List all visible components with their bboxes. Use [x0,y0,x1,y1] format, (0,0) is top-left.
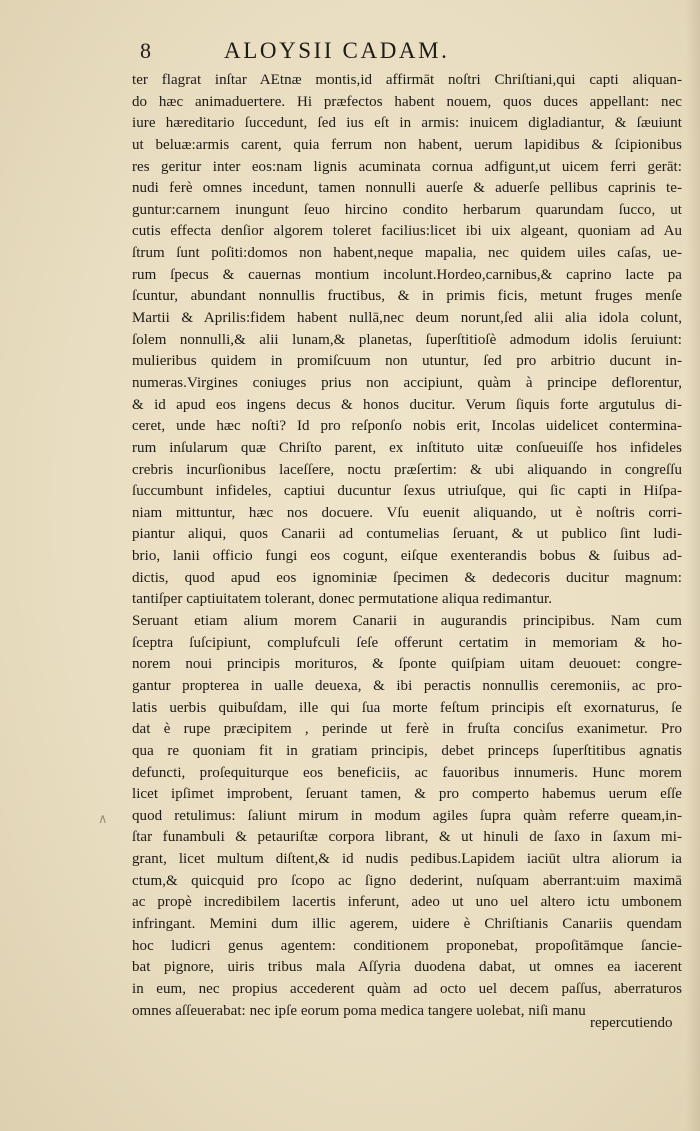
text-line: rum ſpecus & cauernas montium incolunt.Hordeo,carnibus,& caprino lacte pa [132,266,682,283]
text-line: & id apud eos ingens decus & honos ducitur. Verum ſiquis forte argutulus di- [132,396,682,413]
text-line: niam mittuntur, hæc nos docuere. Vſu euenit aliquando, ut è noſtris corri- [132,504,682,521]
text-line: brio, lanii officio fungi eos cogunt, eiſque exenterandis bobus & ſuibus ad- [132,548,682,565]
text-line: defuncti, proſequiturque eos beneficiis, ac fauoribus innumeris. Hunc morem [132,764,682,781]
text-line: nudi ferè omnes incedunt, tamen nonnulli auerſe & aduerſe pellibus caprinis te- [132,180,682,197]
body-text [132,70,682,1022]
text-line: hoc ludicri genus agentem: conditionem proponebat, propoſitāmque ſancie- [132,937,682,954]
text-line: ſceptra ſuſcipiunt, complufculi ſeſe offerunt certatim in memoriam & ho- [132,634,682,651]
text-line: ut beluæ:armis carent, quia ferrum non habent, uerum lapidibus & ſcipionibus [132,136,682,153]
text-line: ſtrum ſunt poſiti:domos non habent,neque mapalia, nec quidem uiles caſas, ue- [132,245,682,262]
text-line: cutis effecta denſior algorem toleret facilius:licet ibi uix algeant, quoniam ad Au [132,223,682,240]
text-line: omnes aſſeuerabat: nec ipſe eorum poma medica tangere uolebat, niſi manu [132,1002,586,1019]
text-line: crebris incurſionibus laceſſere, noctu præſertim: & ubi aliquando in congreſſu [132,461,682,478]
text-line: qua re quoniam fit in gratiam principis, debet princeps ſuperſtitibus agnatis [132,742,682,759]
text-line: bat pignore, uiris tribus mala Aſſyria duodena dabat, ut omnes ea iacerent [132,959,682,976]
text-line: grant, licet multum diſtent,& id nudis pedibus.Lapidem iaciūt ultra aliorum ia [132,851,682,868]
text-line: licet ipſimet improbent, ſeruant tamen, & pro comperto habemus uerum eſſe [132,786,682,803]
text-line: rum inſularum quæ Chriſto parent, ex inſtituto uitæ conſueuiſſe hos infideles [132,439,682,456]
text-line: mulieribus quidem in promiſcuum non utuntur, ſed pro arbitrio ducunt in- [132,353,682,370]
text-line: quod retulimus: ſaliunt mirum in modum agiles ſupra quàm referre queam,in- [132,807,682,824]
text-line: norem noui principis morituros, & ſponte quiſpiam uitam deuouet: congre- [132,656,682,673]
text-line: ſcuntur, abundant nonnullis fructibus, & in primis ficis, metunt fruges menſe [132,288,682,305]
text-line: do hæc animaduertere. Hi præfectos habent nouem, quos duces appellant: nec [132,93,682,110]
text-line: gantur propterea in ualle deuexa, & ibi peractis nonnullis ceremoniis, ac pro- [132,677,682,694]
text-line: latis uerbis quibuſdam, ille qui ſua morte feſtum principis eſt exornaturus, ſe [132,699,682,716]
catchword: repercutiendo [590,1015,673,1031]
margin-mark-icon: ∧ [98,811,108,826]
text-line: ſuccumbunt infideles, captiui ducuntur ſexus utriuſque, qui ſic capti in Hiſpa- [132,483,682,500]
text-line: guntur:carnem inungunt ſeuo hircino condito herbarum quarundam ſucco, ut [132,201,682,218]
text-line: ter flagrat inſtar AEtnæ montis,id affirmāt noſtri Chriſtiani,qui capti aliquan- [132,72,682,88]
text-line: ctum,& quicquid pro ſcopo ac ſigno dederint, nuſquam aberrant:uim maximā [132,872,682,889]
text-line: piantur aliqui, quos Canarii ad contumelias ſeruant, & ut publico ſint ludi- [132,526,682,543]
running-head: ALOYSII CADAM. [224,38,450,63]
page-header [0,36,700,66]
text-line: ceret, unde hæc noſti? Id pro reſponſo nobis erit, Incolas uidelicet contermina- [132,418,682,435]
text-line: iure hæreditario ſuccedunt, ſed ius eſt in armis: inuicem digladiantur, & ſæuiunt [132,115,682,132]
text-line: tantiſper captiuitatem tolerant, donec permutatione aliqua redimantur. [132,591,553,608]
text-line: Martii & Aprilis:fidem habent nullā,nec deum norunt,ſed alii alia idola colunt, [132,310,682,327]
folio-number: 8 [140,38,151,63]
text-line: ac propè incredibilem lacertis inferunt, adeo ut uno uel altero ictu umbonem [132,894,682,911]
text-line: dat è rupe præcipitem , perinde ut ferè in fruſta conciſus exanimetur. Pro [132,721,682,738]
text-line: infringant. Memini dum illic agerem, uidere è Chriſtianis Canariis quendam [132,915,682,932]
text-line: dictis, quod apud eos ignominiæ ſpecimen & dedecoris ducitur magnum: [132,569,682,586]
page-edge-shadow [686,0,700,1131]
text-line: in eum, nec propius accederent quàm ad octo uel decem paſſus, aberraturos [132,980,682,997]
text-line: ſtar funambuli & petauriſtæ corpora librant, & ut hinuli de ſaxo in ſaxum mi- [132,829,682,846]
text-line: res geritur inter eos:nam lignis acuminata cornua adfigunt,ut uicem ferri gerāt: [132,158,682,175]
text-line: Seruant etiam alium morem Canarii in augurandis principibus. Nam cum [132,613,682,630]
text-line: numeras.Virgines coniuges prius non accipiunt, quàm à principe deflorentur, [132,374,682,391]
text-line: ſolem nonnulli,& alii lunam,& planetas, ſuperſtitioſè admodum idolis ſeruiunt: [132,331,682,348]
